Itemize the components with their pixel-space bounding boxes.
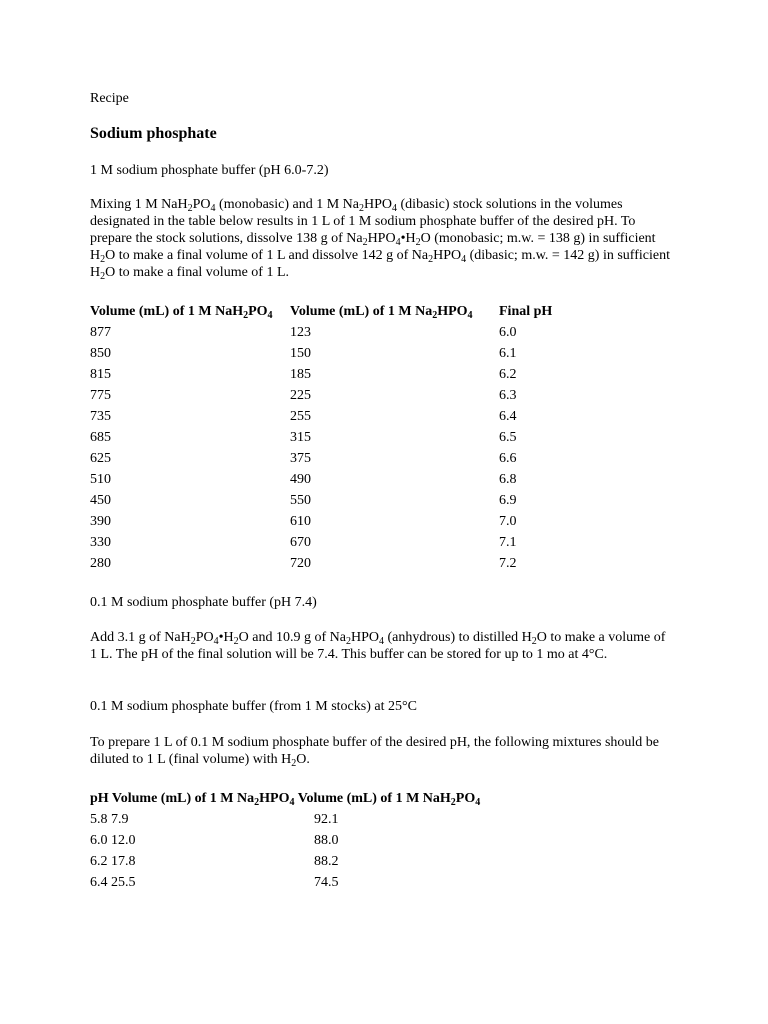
table-cell: 685 [90,430,111,445]
table-cell: 6.2 17.8 [90,854,136,869]
table-row [90,811,514,832]
section1-paragraph: Mixing 1 M $NaH_2PO_4$ (monobasic) and 1 M $Na_2HPO_4$ (dibasic) stock solutions in the volumes designated in the table below results in 1 L of 1 M sodium phosphate buffer of the desired pH. To prepare the stock solutions, dissolve 138 g of $Na_2HPO_4•H_2O$ (monobasic; m.w. = 138 g) in sufficient $H_2O$ to make a final volume of 1 L and dissolve 142 g of $Na_2HPO_4$ (dibasic; m.w. = 142 g) in sufficient $H_2O$ to make a final volume of 1 L. [90,197,670,282]
table-cell: 123 [290,325,311,340]
table2-header-row [90,790,514,811]
table-cell: 670 [290,535,311,550]
table-row [90,387,599,408]
table-cell: 315 [290,430,311,445]
table-row [90,555,599,576]
table-row [90,345,599,366]
table-cell: 225 [290,388,311,403]
table-cell: 280 [90,556,111,571]
table-cell: 6.0 [499,325,517,340]
table-cell: 330 [90,535,111,550]
table-row [90,471,599,492]
buffer-table-0-1m [90,790,514,895]
table-cell: 88.2 [314,854,339,869]
table-cell: 7.0 [499,514,517,529]
table-cell: 735 [90,409,111,424]
table-cell: 850 [90,346,111,361]
table-cell: 6.1 [499,346,517,361]
table-row [90,492,599,513]
table-cell: 6.4 [499,409,517,424]
table-row [90,534,599,555]
table-row [90,408,599,429]
table-cell: 185 [290,367,311,382]
table-cell: 92.1 [314,812,339,827]
section2-heading: 0.1 M sodium phosphate buffer (pH 7.4) [90,595,317,610]
table-cell: 6.3 [499,388,517,403]
table1-header-na2hpo4: Volume (mL) of 1 M $Na_2HPO_4$ [290,304,473,321]
section3-paragraph: To prepare 1 L of 0.1 M sodium phosphate buffer of the desired pH, the following mixtures should be diluted to 1 L (final volume) with $H_2O$. [90,735,660,769]
section1-heading: 1 M sodium phosphate buffer (pH 6.0-7.2) [90,163,329,178]
buffer-table-1m [90,303,599,576]
table-cell: 6.6 [499,451,517,466]
table-cell: 877 [90,325,111,340]
table-cell: 720 [290,556,311,571]
section3-heading: 0.1 M sodium phosphate buffer (from 1 M stocks) at 25°C [90,699,417,714]
table-row [90,513,599,534]
table-cell: 610 [290,514,311,529]
table-cell: 5.8 7.9 [90,812,129,827]
table-cell: 6.0 12.0 [90,833,136,848]
table-cell: 6.5 [499,430,517,445]
table-cell: 815 [90,367,111,382]
table-cell: 88.0 [314,833,339,848]
table-cell: 510 [90,472,111,487]
table-cell: 6.9 [499,493,517,508]
table-cell: 74.5 [314,875,339,890]
recipe-label: Recipe [90,91,129,106]
table-cell: 7.2 [499,556,517,571]
table-cell: 490 [290,472,311,487]
table-cell: 6.8 [499,472,517,487]
table-cell: 775 [90,388,111,403]
table1-header-nah2po4: Volume (mL) of 1 M $NaH_2PO_4$ [90,304,273,321]
table-row [90,429,599,450]
table1-header-row [90,303,599,324]
table-cell: 7.1 [499,535,517,550]
table1-header-ph: Final pH [499,304,553,319]
table-cell: 375 [290,451,311,466]
table-cell: 625 [90,451,111,466]
table-row [90,324,599,345]
table-cell: 390 [90,514,111,529]
table-cell: 6.2 [499,367,517,382]
table-cell: 6.4 25.5 [90,875,136,890]
table-row [90,450,599,471]
table-cell: 550 [290,493,311,508]
table-row [90,366,599,387]
section2-paragraph: Add 3.1 g of $NaH_2PO_4•H_2O$ and 10.9 g of $Na_2HPO_4$ (anhydrous) to distilled $H_2O$ to make a volume of 1 L. The pH of the final solution will be 7.4. This buffer can be stored for up to 1 mo at 4°C. [90,630,666,662]
table-row [90,832,514,853]
table2-header: pH Volume (mL) of 1 M $Na_2HPO_4$ Volume (mL) of 1 M $NaH_2PO_4$ [90,791,481,808]
table-row [90,874,514,895]
table-row [90,853,514,874]
table-cell: 255 [290,409,311,424]
table-cell: 450 [90,493,111,508]
table-cell: 150 [290,346,311,361]
page-title: Sodium phosphate [90,125,217,142]
